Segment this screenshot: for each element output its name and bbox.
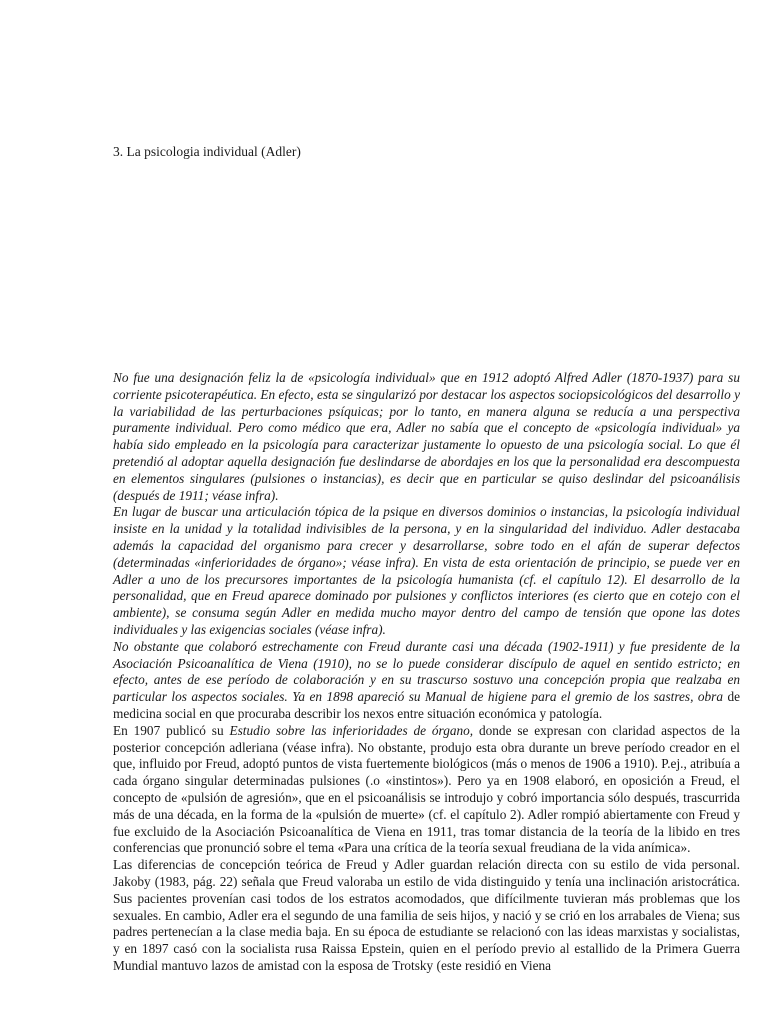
paragraph-4-text: donde se expresan con claridad aspectos de la posterior concepción adleriana (véase infra). No obstante, produjo esta obra durante un breve período creador en el que, influido por Freud, adoptó puntos de vista fuertemente biológicos (más o menos de 1906 a 1910). P.ej., atribuía a cada órgano singular determinadas pulsiones (.o «instintos»). Pero ya en 1908 elaboró, en oposición a Freud, el concepto de «pulsión de agresión», que en el psicoanálisis se introdujo y cobró importancia sólo después, trascurrida más de una década, en la forma de la «pulsión de muerte» (cf. el capítulo 2). Adler rompió abiertamente con Freud y fue excluido de la Asociación Psicoanalítica de Viena en 1911, tras tomar distancia de la teoría de la libido en tres conferencias que pronunció sobre el tema «Para una crítica de la teoría sexual freudiana de la vida anímica». xyxy=(113,722,740,856)
paragraph-5: Las diferencias de concepción teórica de Freud y Adler guardan relación directa con su estilo de vida personal. Jakoby (1983, pág. 22) señala que Freud valoraba un estilo de vida distinguido y tenía una inclinación aristocrática. Sus pacientes provenían casi todos de los estratos acomodados, que difícilmente tuvieran más problemas que los sexuales. En cambio, Adler era el segundo de una familia de seis hijos, y nació y se crió en los arrabales de Viena; sus padres pertenecían a la clase media baja. En su época de estudiante se relacionó con las ideas marxistas y socialistas, y en 1897 casó con la socialista rusa Raissa Epstein, quien en el período previo al estallido de la Primera Guerra Mundial mantuvo lazos de amistad con la esposa de Trotsky (este residió en Viena xyxy=(113,857,740,973)
section-heading: 3. La psicologia individual (Adler) xyxy=(113,144,301,159)
paragraph-3-italic: No obstante que colaboró estrechamente con Freud durante casi una década (1902-1911) y fue presidente de la Asociación Psicoanalítica de Viena (1910), no se lo puede considerar discípulo de aquel en sentido estricto; en efecto, antes de ese período de colaboración y en su trascurso sostuvo una concepción propia que realzaba en particular los aspectos sociales. Ya en 1898 apareció su Manual de higiene para el gremio de los sastres, obra xyxy=(113,638,740,705)
paragraph-3-tail: de medicina social en que procuraba describir los nexos entre situación económica y patología. xyxy=(113,689,740,721)
body-text xyxy=(113,370,740,975)
paragraph-2: En lugar de buscar una articulación tópica de la psique en diversos dominios o instancias, la psicología individual insiste en la unidad y la totalidad indivisibles de la persona, y en la singularidad del individuo. Adler destacaba además la capacidad del organismo para crecer y desarrollarse, sobre todo en el afán de superar defectos (determinadas «inferioridades de órgano»; véase infra). En vista de esta orientación de principio, se puede ver en Adler a uno de los precursores importantes de la psicología humanista (cf. el capítulo 12). El desarrollo de la personalidad, que en Freud aparece dominado por pulsiones y conflictos interiores (es cierto que en cotejo con el ambiente), se consuma según Adler en medida mucho mayor dentro del campo de tensión que opone las dotes individuales y las exigencias sociales (véase infra). xyxy=(113,504,740,637)
paragraph-3 xyxy=(113,639,740,723)
paragraph-4-lead: En 1907 publicó su xyxy=(113,722,230,738)
paragraph-4-title: Estudio sobre las inferioridades de órgano, xyxy=(229,722,474,738)
paragraph-4 xyxy=(113,723,740,857)
paragraph-1: No fue una designación feliz la de «psicología individual» que en 1912 adoptó Alfred Adler (1870-1937) para su corriente psicoterapéutica. En efecto, esta se singularizó por destacar los aspectos sociopsicológicos del desarrollo y la variabilidad de las perturbaciones psíquicas; por lo tanto, en manera alguna se reducía a una perspectiva puramente individual. Pero como médico que era, Adler no sabía que el concepto de «psicología individual» ya había sido empleado en la psicología para caracterizar justamente lo opuesto de una psicología social. Lo que él pretendió al adoptar aquella designación fue deslindarse de abordajes en los que la personalidad era descompuesta en elementos singulares (pulsiones o instancias), es decir que en particular se quiso deslindar del psicoanálisis (después de 1911; véase infra). xyxy=(113,370,740,503)
